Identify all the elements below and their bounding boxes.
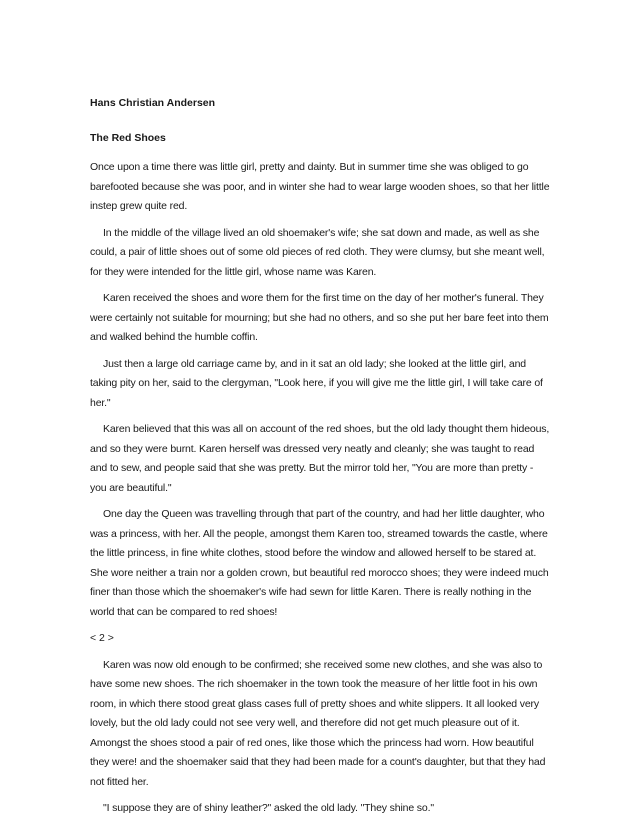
- paragraph-1: Once upon a time there was little girl, pretty and dainty. But in summer time she was obliged to go barefooted because she was poor, and in winter she had to wear large wooden shoes, so that her little instep grew quite red.: [90, 161, 550, 212]
- paragraph-3: Karen received the shoes and wore them for the first time on the day of her mother's funeral. They were certainly not suitable for mourning; but she had no others, and so she put her bare feet into them and walked behind the humble coffin.: [90, 292, 549, 343]
- document-page: [90, 96, 550, 826]
- paragraph-4: Just then a large old carriage came by, and in it sat an old lady; she looked at the little girl, and taking pity on her, said to the clergyman, "Look here, if you will give me the little girl, I will take care of her.": [90, 357, 543, 409]
- paragraph-5: Karen believed that this was all on account of the red shoes, but the old lady thought them hideous, and so they were burnt. Karen herself was dressed very neatly and cleanly; she was taught to read and to sew, and people said that she was pretty. But the mirror told her, "You are more than pretty - you are beautiful.": [90, 423, 550, 494]
- paragraph-8: "I suppose they are of shiny leather?" asked the old lady. "They shine so.": [103, 802, 434, 814]
- paragraph-6: One day the Queen was travelling through that part of the country, and had her little daughter, who was a princess, with her. All the people, amongst them Karen too, streamed towards the castle, where the little princess, in fine white clothes, stood before the window and allowed herself to be stared at. She wore neither a train nor a golden crown, but beautiful red morocco shoes; they were indeed much finer than those which the shoemaker's wife had sewn for little Karen. There is really nothing in the world that can be compared to red shoes!: [90, 508, 549, 618]
- author-name: Hans Christian Andersen: [90, 97, 216, 109]
- page-marker: < 2 >: [90, 632, 114, 644]
- paragraph-7: Karen was now old enough to be confirmed; she received some new clothes, and she was also to have some new shoes. The rich shoemaker in the town took the measure of her little foot in his own room, in which there stood great glass cases full of pretty shoes and white slippers. It all looked very lovely, but the old lady could not see very well, and therefore did not get much pleasure out of it. Amongst the shoes stood a pair of red ones, like those which the princess had worn. How beautiful they were! and the shoemaker said that they had been made for a count's daughter, but that they had not fitted her.: [90, 658, 546, 788]
- paragraph-2: In the middle of the village lived an old shoemaker's wife; she sat down and made, as well as she could, a pair of little shoes out of some old pieces of red cloth. They were clumsy, but she meant well, for they were intended for the little girl, whose name was Karen.: [90, 226, 545, 278]
- story-title: The Red Shoes: [90, 132, 166, 144]
